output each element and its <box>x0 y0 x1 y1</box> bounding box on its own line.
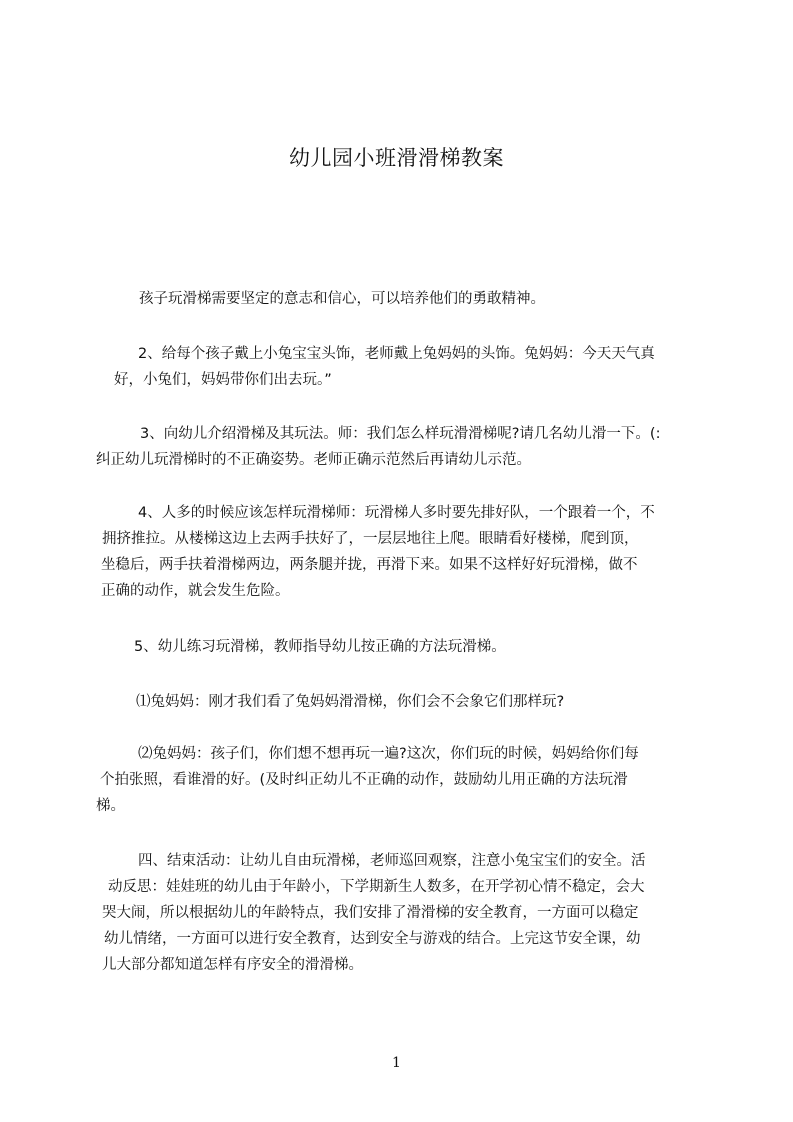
paragraph-step-2 <box>96 341 708 393</box>
paragraph-line: 2、给每个孩子戴上小兔宝宝头饰，老师戴上兔妈妈的头饰。兔妈妈：今天天气真 <box>138 346 655 362</box>
paragraph-line: 4、人多的时候应该怎样玩滑梯师：玩滑梯人多时要先排好队，一个跟着一个，不 <box>138 505 655 521</box>
paragraph-line: 幼儿情绪，一方面可以进行安全教育，达到安全与游戏的结合。上完这节安全课，幼 <box>104 931 641 947</box>
paragraph-line: ⑵兔妈妈：孩子们，你们想不想再玩一遍?这次，你们玩的时候，妈妈给你们每 <box>138 746 639 762</box>
paragraph-line: 3、向幼儿介绍滑梯及其玩法。师：我们怎么样玩滑滑梯呢?请几名幼儿滑一下。(: <box>140 426 661 442</box>
paragraph-line: 拥挤推拉。从楼梯这边上去两手扶好了，一层层地往上爬。眼睛看好楼梯，爬到顶， <box>102 531 639 547</box>
paragraph-sub-2 <box>96 741 708 819</box>
paragraph-line: 儿大部分都知道怎样有序安全的滑滑梯。 <box>102 957 363 973</box>
paragraph-line: 四、结束活动：让幼儿自由玩滑梯，老师巡回观察，注意小兔宝宝们的安全。活 <box>138 853 646 869</box>
paragraph-line: 孩子玩滑梯需要坚定的意志和信心，可以培养他们的勇敢精神。 <box>139 291 545 307</box>
paragraph-intro <box>96 286 708 312</box>
paragraph-line: 纠正幼儿玩滑梯时的不正确姿势。老师正确示范然后再请幼儿示范。 <box>96 452 531 468</box>
paragraph-line: 正确的动作，就会发生危险。 <box>101 583 290 599</box>
paragraph-line: 哭大闹，所以根据幼儿的年龄特点，我们安排了滑滑梯的安全教育，一方面可以稳定 <box>102 905 639 921</box>
paragraph-line: 梯。 <box>96 798 125 814</box>
paragraph-line: 5、幼儿练习玩滑梯，教师指导幼儿按正确的方法玩滑梯。 <box>134 639 506 655</box>
page-number: 1 <box>392 1055 401 1071</box>
paragraph-step-4 <box>96 500 708 604</box>
paragraph-line: 坐稳后，两手扶着滑梯两边，两条腿并拢，再滑下来。如果不这样好好玩滑梯，做不 <box>101 557 638 573</box>
paragraph-line: 动反思：娃娃班的幼儿由于年龄小，下学期新生人数多，在开学初心情不稳定，会大 <box>108 879 645 895</box>
paragraph-conclusion <box>96 848 708 978</box>
paragraph-sub-1 <box>96 689 708 715</box>
paragraph-line: ⑴兔妈妈：刚才我们看了兔妈妈滑滑梯，你们会不会象它们那样玩? <box>136 694 565 710</box>
paragraph-line: 好，小兔们，妈妈带你们出去玩。” <box>114 372 332 388</box>
paragraph-step-3 <box>96 421 708 473</box>
paragraph-step-5 <box>96 634 708 660</box>
document-title: 幼儿园小班滑滑梯教案 <box>289 146 504 170</box>
paragraph-line: 个拍张照，看谁滑的好。(及时纠正幼儿不正确的动作，鼓励幼儿用正确的方法玩滑 <box>100 772 628 788</box>
